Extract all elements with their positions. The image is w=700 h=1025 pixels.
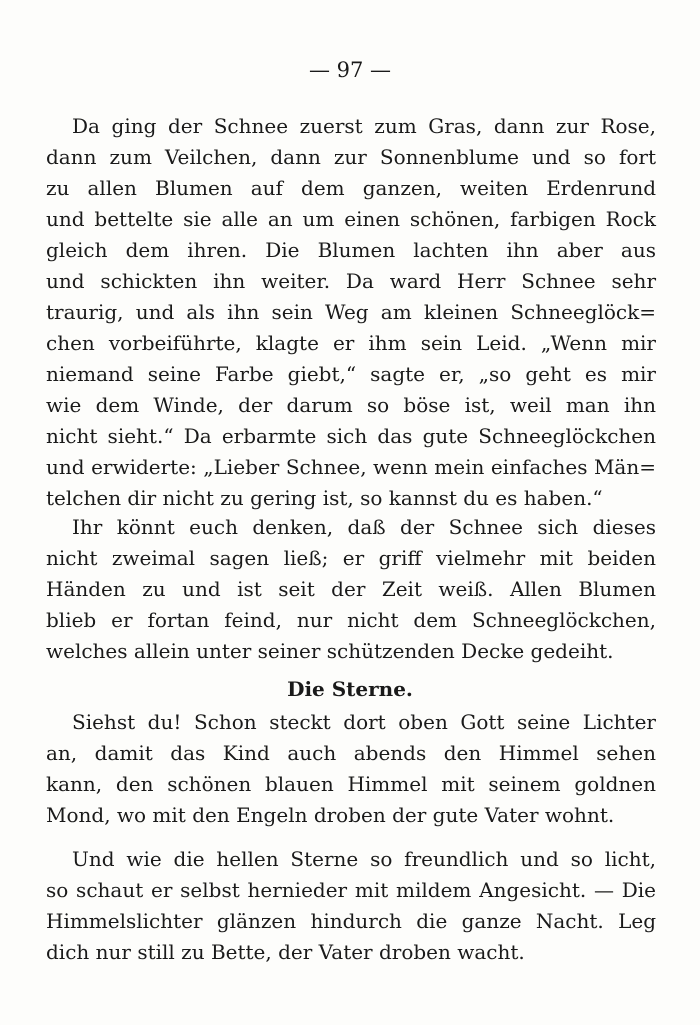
text-line: und bettelte sie alle an um einen schönen, farbigen Rock bbox=[46, 207, 656, 231]
text-line: welches allein unter seiner schützenden Decke gedeiht. bbox=[46, 639, 614, 663]
text-line: Händen zu und ist seit der Zeit weiß. Allen Blumen bbox=[46, 577, 656, 601]
text-line: Da ging der Schnee zuerst zum Gras, dann zur Rose, bbox=[72, 114, 656, 138]
text-line: gleich dem ihren. Die Blumen lachten ihn aber aus bbox=[46, 238, 656, 262]
section-heading: Die Sterne. bbox=[287, 677, 413, 701]
text-line: niemand seine Farbe giebt,“ sagte er, „so geht es mir bbox=[46, 362, 656, 386]
text-line: dann zum Veilchen, dann zur Sonnenblume und so fort bbox=[46, 145, 656, 169]
text-line: kann, den schönen blauen Himmel mit seinem goldnen bbox=[46, 772, 656, 796]
text-line: und erwiderte: „Lieber Schnee, wenn mein einfaches Män= bbox=[46, 455, 656, 479]
paragraph bbox=[46, 844, 656, 968]
text-line: Und wie die hellen Sterne so freundlich und so licht, bbox=[72, 847, 656, 871]
text-line: Himmelslichter glänzen hindurch die ganze Nacht. Leg bbox=[46, 909, 656, 933]
text-line: nicht zweimal sagen ließ; er griff vielmehr mit beiden bbox=[46, 546, 656, 570]
text-line: traurig, und als ihn sein Weg am kleinen Schneeglöck= bbox=[46, 300, 656, 324]
text-line: an, damit das Kind auch abends den Himmel sehen bbox=[46, 741, 656, 765]
text-line: chen vorbeiführte, klagte er ihm sein Leid. „Wenn mir bbox=[46, 331, 656, 355]
text-line: nicht sieht.“ Da erbarmte sich das gute Schneeglöckchen bbox=[46, 424, 656, 448]
text-line: Mond, wo mit den Engeln droben der gute Vater wohnt. bbox=[46, 803, 615, 827]
paragraph bbox=[46, 512, 656, 667]
text-line: zu allen Blumen auf dem ganzen, weiten Erdenrund bbox=[46, 176, 656, 200]
text-line: Siehst du! Schon steckt dort oben Gott seine Lichter bbox=[72, 710, 656, 734]
text-line: wie dem Winde, der darum so böse ist, weil man ihn bbox=[46, 393, 656, 417]
text-line: Ihr könnt euch denken, daß der Schnee sich dieses bbox=[72, 515, 656, 539]
text-line: dich nur still zu Bette, der Vater droben wacht. bbox=[46, 940, 525, 964]
text-line: und schickten ihn weiter. Da ward Herr Schnee sehr bbox=[46, 269, 656, 293]
text-line: telchen dir nicht zu gering ist, so kannst du es haben.“ bbox=[46, 486, 603, 510]
page-number: — 97 — bbox=[308, 58, 392, 82]
paragraph bbox=[46, 111, 656, 514]
text-line: blieb er fortan feind, nur nicht dem Schneeglöckchen, bbox=[46, 608, 656, 632]
text-line: so schaut er selbst hernieder mit mildem Angesicht. — Die bbox=[46, 878, 656, 902]
paragraph bbox=[46, 707, 656, 831]
